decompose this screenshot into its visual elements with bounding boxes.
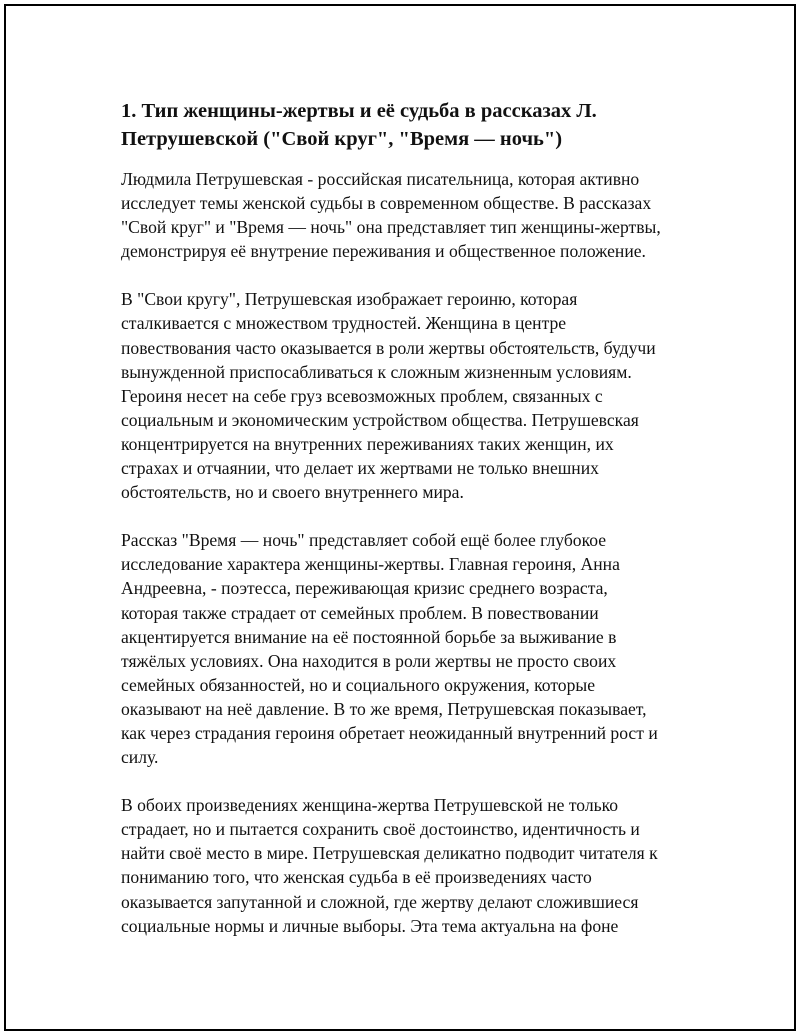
text-line: страдает, но и пытается сохранить своё достоинство, идентичность и <box>121 819 640 840</box>
paragraph-intro <box>121 167 691 263</box>
text-line: концентрируется на внутренних переживаниях таких женщин, их <box>121 433 614 454</box>
text-line: найти своё место в мире. Петрушевская деликатно подводит читателя к <box>121 843 658 864</box>
text-line: "Свой круг" и "Время — ночь" она представляет тип женщины-жертвы, <box>121 217 661 238</box>
text-line: силу. <box>121 747 159 768</box>
text-line: исследование характера женщины-жертвы. Главная героиня, Анна <box>121 554 620 575</box>
text-line: исследует темы женской судьбы в современном обществе. В рассказах <box>121 193 652 214</box>
text-line: пониманию того, что женская судьба в её произведениях часто <box>121 867 592 888</box>
text-line: Людмила Петрушевская - российская писательница, которая активно <box>121 169 640 189</box>
text-line: В "Свои кругу", Петрушевская изображает героиню, которая <box>121 289 578 310</box>
text-line: В обоих произведениях женщина-жертва Петрушевской не только <box>121 795 619 816</box>
text-line: социальным и экономическим устройством общества. Петрушевская <box>121 409 639 430</box>
text-line: акцентируется внимание на её постоянной борьбе за выживание в <box>121 626 617 647</box>
text-line: оказывается запутанной и сложной, где жертву делают сложившиеся <box>121 891 639 912</box>
text-line: социальные нормы и личные выборы. Эта тема актуальна на фоне <box>121 915 619 936</box>
text-line: Героиня несет на себе груз всевозможных проблем, связанных с <box>121 385 603 406</box>
paragraph-vremya-noch <box>121 528 691 769</box>
heading-line: Петрушевской ("Свой круг", "Время — ночь") <box>121 128 563 150</box>
text-line: вынужденной приспосабливаться к сложным жизненным условиям. <box>121 361 632 382</box>
text-line: Андреевна, - поэтесса, переживающая кризис среднего возраста, <box>121 578 608 599</box>
paragraph-conclusion <box>121 793 691 938</box>
text-line: тяжёлых условиях. Она находится в роли жертвы не просто своих <box>121 650 617 671</box>
document-content <box>121 97 691 938</box>
text-line: демонстрируя её внутрение переживания и общественное положение. <box>121 241 646 262</box>
heading-line: 1. Тип женщины-жертвы и её судьба в рассказах Л. <box>121 100 597 122</box>
text-line: повествования часто оказывается в роли жертвы обстоятельств, будучи <box>121 337 656 358</box>
text-line: страхах и отчаянии, что делает их жертвами не только внешних <box>121 458 599 479</box>
text-line: семейных обязанностей, но и социального окружения, которые <box>121 674 596 695</box>
text-line: оказывают на неё давление. В то же время, Петрушевская показывает, <box>121 698 647 719</box>
text-line: которая также страдает от семейных проблем. В повествовании <box>121 602 599 623</box>
paragraph-svoi-krug <box>121 287 691 504</box>
section-heading <box>121 97 691 153</box>
text-line: сталкивается с множеством трудностей. Женщина в центре <box>121 313 567 334</box>
text-line: обстоятельств, но и своего внутреннего мира. <box>121 482 464 503</box>
document-page <box>4 4 796 1031</box>
text-line: Рассказ "Время — ночь" представляет собой ещё более глубокое <box>121 530 607 551</box>
text-line: как через страдания героиня обретает неожиданный внутренний рост и <box>121 722 658 743</box>
